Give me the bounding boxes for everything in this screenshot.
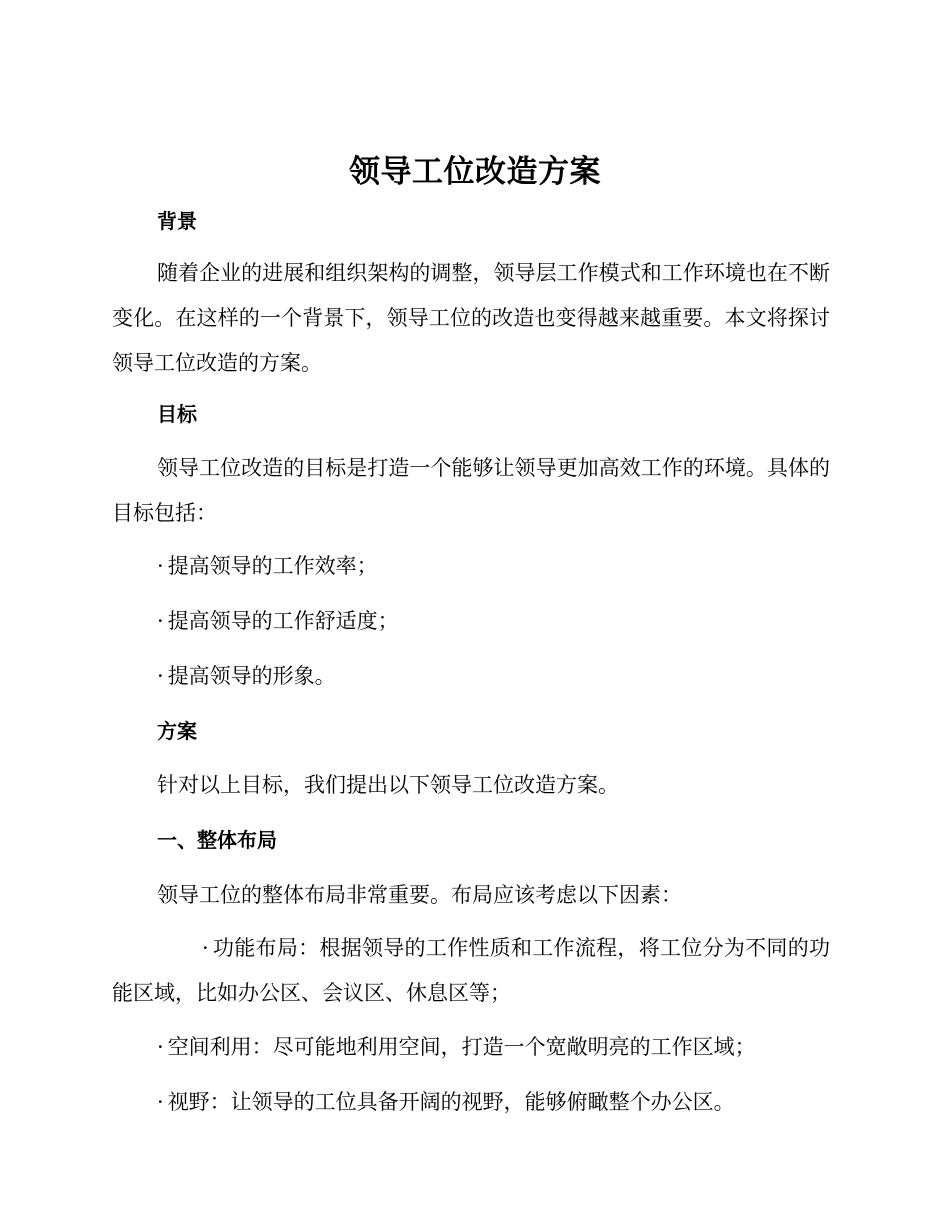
goal-bullet-text: 提高领导的形象。: [167, 664, 336, 688]
layout-bullet-text: 功能布局：根据领导的工作性质和工作流程，将工位分为不同的功能区域，比如办公区、会议区、休息区等；: [112, 936, 830, 1005]
section-heading-plan: 方案: [157, 719, 197, 743]
bullet-dot-icon: ·: [157, 1090, 164, 1114]
layout-bullet-item: [157, 1087, 735, 1117]
layout-paragraph: 领导工位的整体布局非常重要。布局应该考虑以下因素：: [157, 883, 682, 907]
layout-bullet-text: 空间利用：尽可能地利用空间，打造一个宽敞明亮的工作区域；: [167, 1035, 756, 1059]
background-paragraph: 随着企业的进展和组织架构的调整，领导层工作模式和工作环境也在不断变化。在这样的一个背景下，领导工位的改造也变得越来越重要。本文将探讨领导工位改造的方案。: [112, 261, 830, 375]
plan-paragraph: 针对以上目标，我们提出以下领导工位改造方案。: [157, 773, 619, 797]
goal-bullet-item: [157, 551, 378, 581]
layout-bullet-text: 视野：让领导的工位具备开阔的视野，能够俯瞰整个办公区。: [167, 1090, 735, 1114]
bullet-dot-icon: ·: [157, 664, 164, 688]
section-heading-layout: 一、整体布局: [157, 828, 277, 852]
bullet-dot-icon: ·: [202, 936, 209, 960]
bullet-dot-icon: ·: [157, 554, 164, 578]
layout-bullet-item: [157, 1032, 756, 1062]
section-heading-background: 背景: [157, 209, 197, 233]
document-title: 领导工位改造方案: [349, 154, 601, 190]
layout-bullet-item: [112, 926, 830, 1016]
goal-paragraph: 领导工位改造的目标是打造一个能够让领导更加高效工作的环境。具体的目标包括：: [112, 456, 830, 525]
goal-bullet-text: 提高领导的工作舒适度；: [167, 609, 399, 633]
goal-bullet-text: 提高领导的工作效率；: [167, 554, 378, 578]
bullet-dot-icon: ·: [157, 609, 164, 633]
bullet-dot-icon: ·: [157, 1035, 164, 1059]
goal-bullet-item: [157, 606, 399, 636]
section-heading-goal: 目标: [157, 402, 197, 426]
goal-bullet-item: [157, 661, 336, 691]
